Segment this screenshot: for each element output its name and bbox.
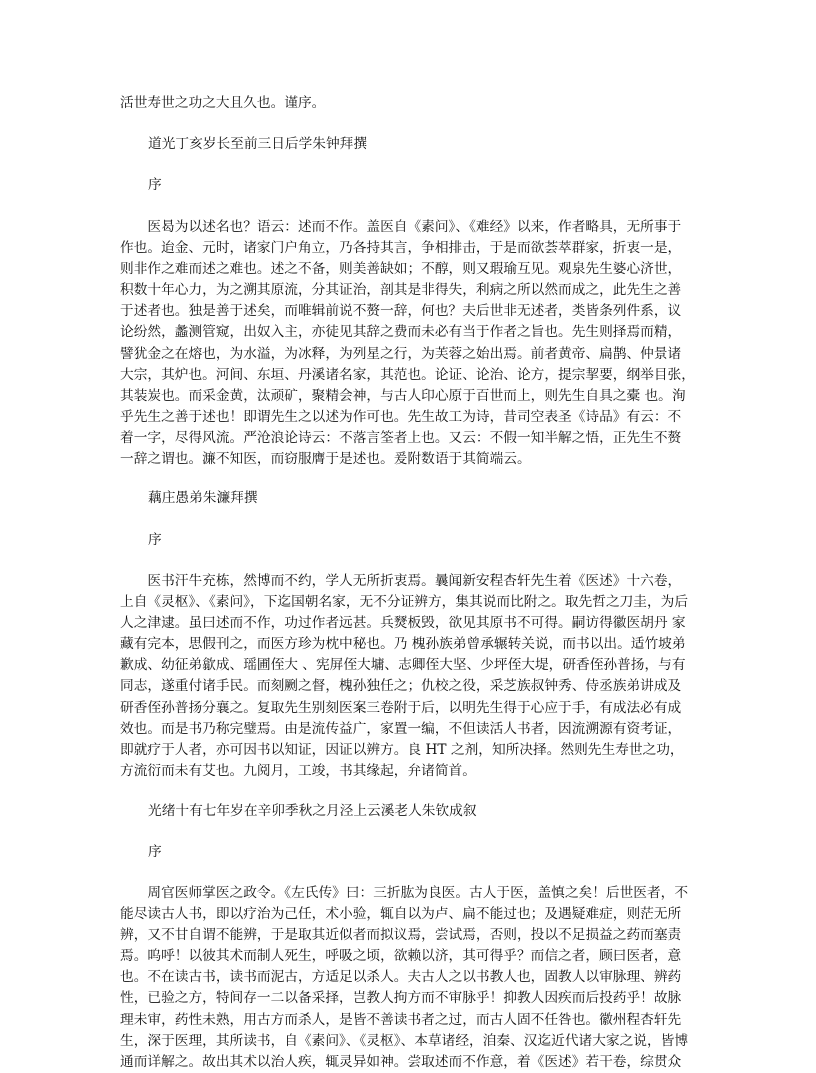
- preface-paragraph: 周官医师掌医之政令。《左氏传》曰：三折肱为良医。古人于医，盖慎之矣！后世医者，不 能尽读古人书，即以疗治为己任，术小验，辄自以为卢、扁不能过也；及遇疑难症，则茫无所 辨，又不甘自谓不能辨，于是取其近似者而拟议焉，尝试焉，否则，投以不足损益之药而塞责 焉。呜呼！以彼其术而制人死生，呼吸之顷，欲赖以济，其可得乎？而信之者，顾曰医者，意 也。不在读古书，读书而泥古，方适足以杀人。夫古人之以书教人也，固教人以审脉理、辨药 性，已验之方，特间存一二以备采择，岂教人拘方而不审脉乎！抑教人因疾而后投药乎！故脉 理未审，药性未熟，用古方而杀人，是皆不善读书者之过，而古人固不任咎也。徽州程杏轩先 生，深于医理，其所读书，自《素问》、《灵枢》、本草诸经，洎秦、汉迄近代诸大家之说，皆博 通而详解之。故出其术以治人疾，辄灵异如神。尝取述而不作意，着《医述》若干卷，综贯众: [120, 885, 689, 1070]
- preface-paragraph: 医曷为以述名也？语云：述而不作。盖医自《素问》、《难经》以来，作者略具，无所事于 作也。迨金、元时，诸家门户角立，乃各持其言，争相排击，于是而欲荟萃群家，折衷一是， 则非作之难而述之难也。述之不备，则美善缺如；不醇，则又瑕瑜互见。观泉先生婆心济世， 积数十年心力，为之溯其原流，分其证治，剖其是非得失，利病之所以然而成之，此先生之善 于述者也。独是善于述矣，而唯辑前说不赘一辞，何也？夫后世非无述者，类皆条列件系，议 论纷然，蠡测管窥，出奴入主，亦徒见其辞之费而未必有当于作者之旨也。先生则择焉而精， 譬犹金之在熔也，为水溢，为冰释，为列星之行，为芙蓉之始出焉。前者黄帝、扁鹊、仲景诸 大宗，其炉也。河间、东垣、丹溪诸名家，其范也。论证、论治、论方，提宗挈要，纲举目张， 其装炭也。而采金黄，汰顽矿，聚精会神，与古人印心原于百世而上，则先生自具之橐 也。洵 乎先生之善于述也！即谓先生之以述为作可也。先生故工为诗，昔司空表圣《诗品》有云：不 着一字，尽得风流。严沧浪论诗云：不落言筌者上也。又云：不假一知半解之悟，正先生不赘 一辞之谓也。濂不知医，而窃服膺于是述也。爰附数语于其简端云。: [120, 219, 695, 468]
- signature-line: 道光丁亥岁长至前三日后学朱钟拜撰: [148, 136, 368, 152]
- preface-paragraph: 医书汗牛充栋，然博而不约，学人无所折衷焉。曩闻新安程杏轩先生着《医述》十六卷， 上自《灵枢》、《素问》，下迄国朝名家，无不分证辨方，集其说而比附之。取先哲之刀圭，为后 人之津逮。虽曰述而不作，功过作者远甚。兵燹板毁，欲见其原书不可得。嗣访得徽医胡丹 家 藏有完本，思假刊之，而医方珍为枕中秘也。乃 槐孙族弟曾承辗转关说，而书以出。适竹坡弟 歉成、幼征弟歙成、瑶圃侄大 、宪屏侄大墉、志卿侄大坚、少坪侄大堤，研香侄孙普扬，与有 同志，遂重付诸手民。而刻劂之督，槐孙独任之；仇校之役，采芝族叔钟秀、侍丞族弟讲成及 研香侄孙普扬分襄之。复取先生别刻医案三卷附于后，以明先生得于心应于手，有成法必有成 效也。而是书乃称完璧焉。由是流传益广，家置一编，不但读活人书者，因流溯源有资考证， 即就疗于人者，亦可因书以知证，因证以辨方。良 HT 之剂，知所决择。然则先生寿世之功， 方流衍而未有艾也。九阅月，工竣，书其缘起，弁诸简首。: [120, 573, 689, 779]
- section-heading: 序: [148, 844, 162, 860]
- section-heading: 序: [148, 532, 162, 548]
- closing-line: 活世寿世之功之大且久也。谨序。: [120, 95, 326, 111]
- signature-line: 光绪十有七年岁在辛卯季秋之月泾上云溪老人朱钦成叙: [148, 803, 477, 819]
- signature-line: 藕庄愚弟朱濂拜撰: [148, 490, 258, 506]
- section-heading: 序: [148, 177, 162, 193]
